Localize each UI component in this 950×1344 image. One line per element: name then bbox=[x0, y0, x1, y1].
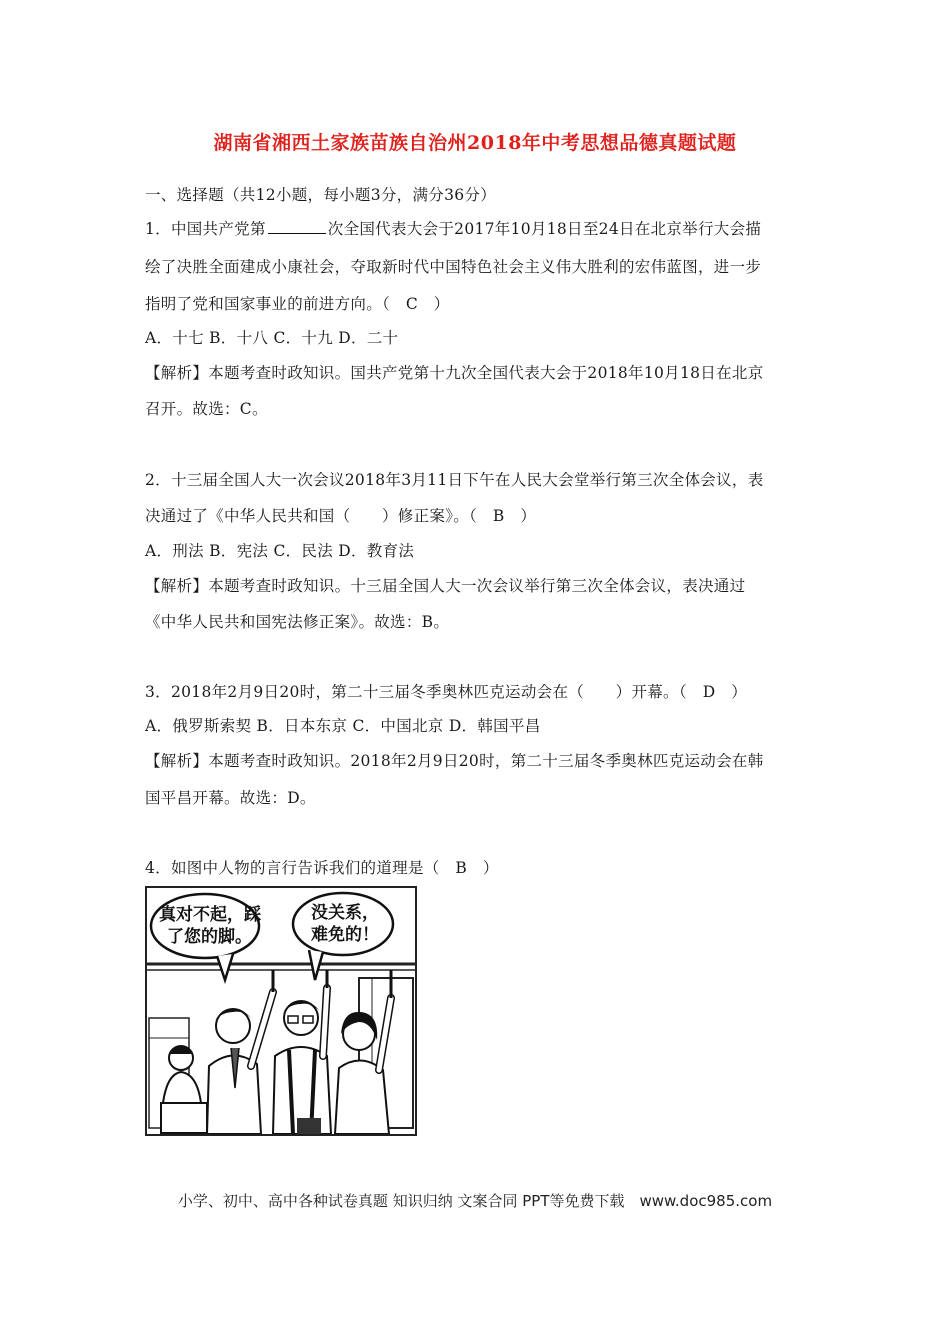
question-1-line-1 bbox=[145, 217, 761, 239]
question-1-text-after-blank: 次全国代表大会于2017年10月18日至24日在北京举行大会描 bbox=[327, 220, 762, 238]
cartoon-illustration bbox=[147, 888, 415, 1134]
page-footer: 小学、初中、高中各种试卷真题 知识归纳 文案合同 PPT等免费下载 www.doc985.com bbox=[177, 1192, 773, 1210]
question-1-line-2: 绘了决胜全面建成小康社会，夺取新时代中国特色社会主义伟大胜利的宏伟蓝图，进一步 bbox=[145, 258, 762, 276]
question-3-line-1: 3．2018年2月9日20时，第二十三届冬季奥林匹克运动会在（ ）开幕。（ D ） bbox=[145, 683, 748, 701]
question-2-options: A．刑法 B．宪法 C．民法 D．教育法 bbox=[145, 542, 415, 560]
question-2-analysis-line-1: 【解析】本题考查时政知识。十三届全国人大一次会议举行第三次全体会议，表决通过 bbox=[145, 577, 746, 595]
bubble-right-line-1: 没关系， bbox=[311, 903, 379, 923]
answer-blank bbox=[268, 219, 326, 234]
question-2-line-2: 决通过了《中华人民共和国（ ）修正案》。（ B ） bbox=[145, 507, 537, 525]
question-2-line-1: 2．十三届全国人大一次会议2018年3月11日下午在人民大会堂举行第三次全体会议，表 bbox=[145, 471, 764, 489]
cartoon-figure bbox=[145, 886, 417, 1136]
question-3-analysis-line-2: 国平昌开幕。故选：D。 bbox=[145, 789, 316, 807]
question-1-line-3: 指明了党和国家事业的前进方向。（ C ） bbox=[145, 295, 450, 313]
question-1-analysis-line-1: 【解析】本题考查时政知识。国共产党第十九次全国代表大会于2018年10月18日在北京 bbox=[145, 364, 764, 382]
question-1-options: A．十七 B．十八 C．十九 D．二十 bbox=[145, 329, 399, 347]
question-1-analysis-line-2: 召开。故选：C。 bbox=[145, 400, 268, 418]
section-header: 一、选择题（共12小题，每小题3分，满分36分） bbox=[145, 186, 497, 204]
question-1-text-before-blank: 1．中国共产党第 bbox=[145, 220, 266, 238]
question-4-line-1: 4．如图中人物的言行告诉我们的道理是（ B ） bbox=[145, 859, 499, 877]
question-3-analysis-line-1: 【解析】本题考查时政知识。2018年2月9日20时，第二十三届冬季奥林匹克运动会在韩 bbox=[145, 752, 764, 770]
question-3-options: A．俄罗斯索契 B．日本东京 C．中国北京 D．韩国平昌 bbox=[145, 717, 541, 735]
question-2-analysis-line-2: 《中华人民共和国宪法修正案》。故选：B。 bbox=[145, 613, 450, 631]
bubble-left-line-1: 真对不起，踩 bbox=[159, 905, 261, 925]
document-title: 湖南省湘西土家族苗族自治州2018年中考思想品德真题试题 bbox=[213, 132, 737, 154]
bubble-right-line-2: 难免的！ bbox=[311, 925, 379, 945]
bubble-left-line-2: 了您的脚。 bbox=[167, 927, 252, 947]
